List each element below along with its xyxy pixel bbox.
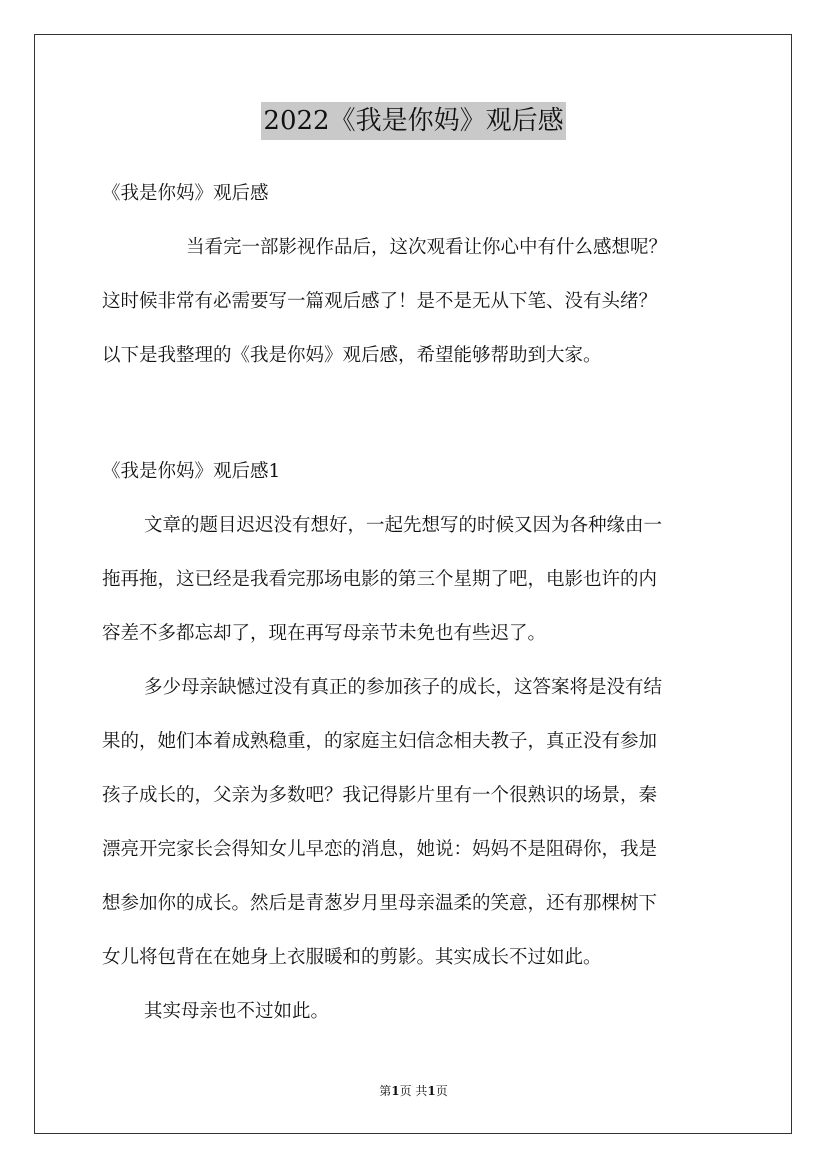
section-heading: 《我是你妈》观后感1 xyxy=(102,461,281,482)
paragraph-line: 漂亮开完家长会得知女儿早恋的消息，她说：妈妈不是阻碍你，我是 xyxy=(102,839,658,860)
spacer xyxy=(102,266,726,284)
intro-line: 当看完一部影视作品后，这次观看让你心中有什么感想呢？ xyxy=(186,237,668,258)
subtitle: 《我是你妈》观后感 xyxy=(102,183,269,204)
footer-page-number: 1 xyxy=(391,1084,400,1098)
paragraph-line: 女儿将包背在在她身上衣服暖和的剪影。其实成长不过如此。 xyxy=(102,947,602,968)
paragraph-line: 容差不多都忘却了，现在再写母亲节未免也有些迟了。 xyxy=(102,623,547,644)
paragraph-line: 拖再拖，这已经是我看完那场电影的第三个星期了吧，电影也许的内 xyxy=(102,569,658,590)
spacer xyxy=(102,706,726,724)
document-title: 2022《我是你妈》观后感 xyxy=(261,102,565,140)
spacer xyxy=(102,760,726,778)
intro-line: 以下是我整理的《我是你妈》观后感，希望能够帮助到大家。 xyxy=(102,345,602,366)
footer-page-total: 1 xyxy=(427,1084,436,1098)
spacer xyxy=(102,212,726,230)
document-body xyxy=(102,176,726,1030)
spacer xyxy=(102,652,726,670)
paragraph-line: 文章的题目迟迟没有想好，一起先想写的时候又因为各种缘由一 xyxy=(144,515,663,536)
footer-page-suffix: 页 xyxy=(435,1084,448,1098)
paragraph-line: 其实母亲也不过如此。 xyxy=(144,1001,330,1022)
title-container xyxy=(0,102,827,140)
spacer xyxy=(102,922,726,940)
spacer xyxy=(102,374,726,454)
spacer xyxy=(102,814,726,832)
spacer xyxy=(102,490,726,508)
spacer xyxy=(102,598,726,616)
intro-line: 这时候非常有必需要写一篇观后感了！是不是无从下笔、没有头绪？ xyxy=(102,291,658,312)
paragraph-line: 想参加你的成长。然后是青葱岁月里母亲温柔的笑意，还有那棵树下 xyxy=(102,893,658,914)
spacer xyxy=(102,976,726,994)
spacer xyxy=(102,320,726,338)
paragraph-line: 多少母亲缺憾过没有真正的参加孩子的成长，这答案将是没有结 xyxy=(144,677,663,698)
paragraph-line: 孩子成长的，父亲为多数吧？我记得影片里有一个很熟识的场景，秦 xyxy=(102,785,658,806)
spacer xyxy=(102,868,726,886)
spacer xyxy=(102,544,726,562)
paragraph-line: 果的，她们本着成熟稳重，的家庭主妇信念相夫教子，真正没有参加 xyxy=(102,731,658,752)
page-footer xyxy=(0,1082,827,1100)
footer-page-prefix: 第 xyxy=(379,1084,392,1098)
footer-page-mid: 页 共 xyxy=(399,1084,428,1098)
